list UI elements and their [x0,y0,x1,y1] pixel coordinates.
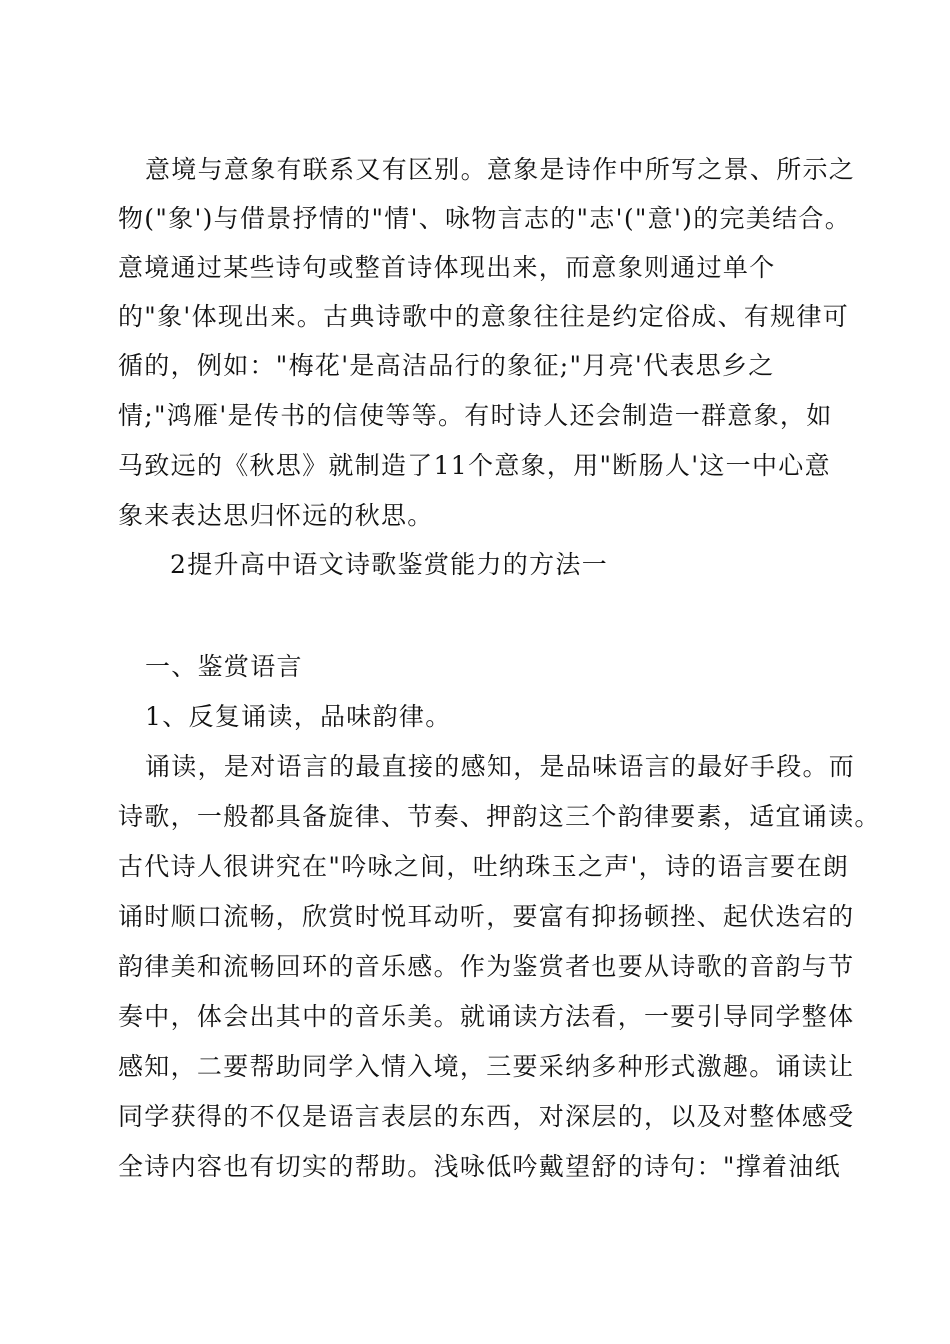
paragraph-line: 循的，例如："梅花'是高洁品行的象征;"月亮'代表思乡之 [118,351,775,380]
paragraph-line: 诵时顺口流畅，欣赏时悦耳动听，要富有抑扬顿挫、起伏迭宕的 [118,902,855,931]
paragraph-line: 意境通过某些诗句或整首诗体现出来，而意象则通过单个 [118,253,776,282]
paragraph-line: 感知，二要帮助同学入情入境，三要采纳多种形式激趣。诵读让 [118,1052,855,1081]
paragraph-line: 诗歌，一般都具备旋律、节奏、押韵这三个韵律要素，适宜诵读。 [118,802,881,831]
section-heading: 2提升高中语文诗歌鉴赏能力的方法一 [170,550,609,579]
paragraph-line: 情;"鸿雁'是传书的信使等等。有时诗人还会制造一群意象，如 [118,401,833,430]
paragraph-line: 象来表达思归怀远的秋思。 [118,501,434,530]
paragraph-line: 古代诗人很讲究在"吟咏之间，吐纳珠玉之声'，诗的语言要在朗 [118,852,850,881]
paragraph-line: 韵律美和流畅回环的音乐感。作为鉴赏者也要从诗歌的音韵与节 [118,952,855,981]
paragraph-line: 奏中，体会出其中的音乐美。就诵读方法看，一要引导同学整体 [118,1002,855,1031]
subheading: 1、反复诵读，品味韵律。 [145,702,452,731]
paragraph-line: 意境与意象有联系又有区别。意象是诗作中所写之景、所示之 [145,155,856,184]
paragraph-line: 马致远的《秋思》就制造了11个意象，用"断肠人'这一中心意 [118,451,831,480]
paragraph-line: 全诗内容也有切实的帮助。浅咏低吟戴望舒的诗句："撑着油纸 [118,1152,841,1181]
paragraph-line: 物("象')与借景抒情的"情'、咏物言志的"志'("意')的完美结合。 [118,204,852,233]
paragraph-line: 诵读，是对语言的最直接的感知，是品味语言的最好手段。而 [145,752,856,781]
subheading: 一、鉴赏语言 [145,652,303,681]
paragraph-line: 同学获得的不仅是语言表层的东西，对深层的，以及对整体感受 [118,1102,855,1131]
paragraph-line: 的"象'体现出来。古典诗歌中的意象往往是约定俗成、有规律可 [118,302,850,331]
